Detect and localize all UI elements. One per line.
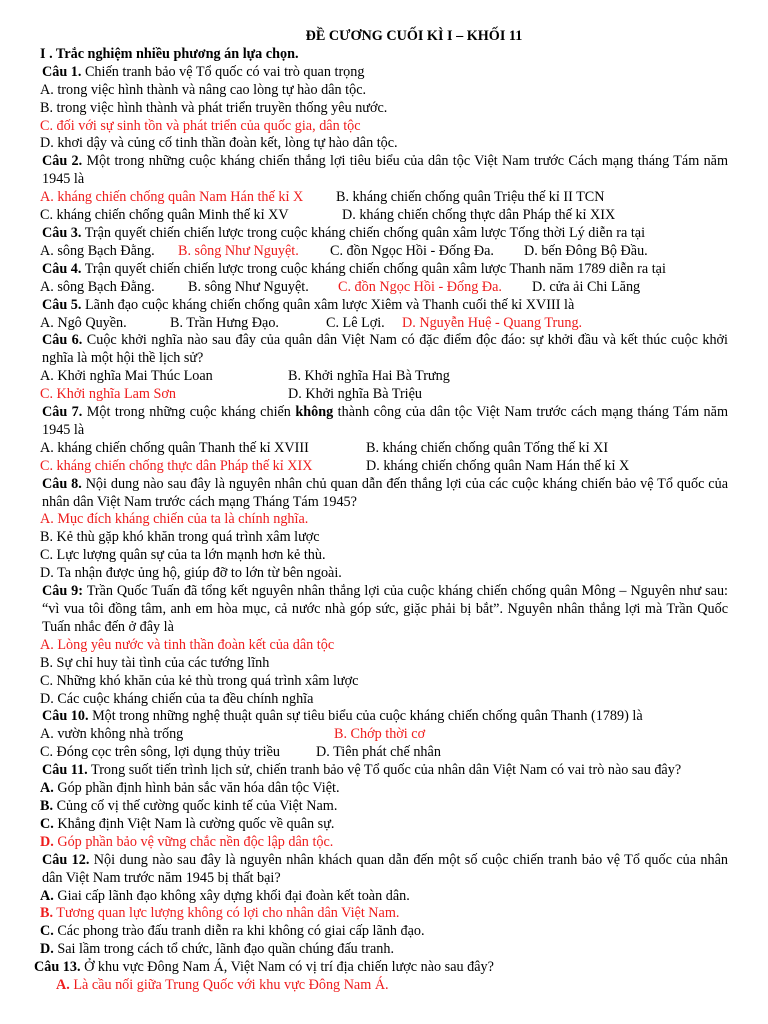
q3-options-row — [40, 243, 728, 261]
question-6 — [42, 332, 728, 368]
question-1 — [42, 64, 728, 82]
question-4 — [42, 261, 728, 279]
q9-option-b: B. Sự chỉ huy tài tình của các tướng lĩnh — [40, 654, 270, 671]
question-label: Câu 10. — [42, 708, 89, 725]
q1-option-b: B. trong việc hình thành và phát triển truyền thống yêu nước. — [40, 99, 388, 116]
question-label: Câu 3. — [42, 224, 82, 241]
option-letter: D. — [40, 941, 54, 958]
question-text: Nội dung nào sau đây là nguyên nhân chủ quan dẫn đến thắng lợi của các cuộc kháng chiến bảo vệ Tổ quốc của nhân dân Việt Nam trước cách mạng Tháng Tám 1945? — [42, 475, 728, 510]
q1-option-a: A. trong việc hình thành và nâng cao lòng tự hào dân tộc. — [40, 81, 367, 98]
q7-option-a: A. kháng chiến chống quân Thanh thế kỉ XVIII — [40, 439, 309, 456]
q12-option-c — [40, 923, 728, 941]
question-text: Trận quyết chiến chiến lược trong cuộc kháng chiến chống quân xâm lược Thanh năm 1789 diễn ra tại — [81, 260, 666, 277]
q4-option-d: D. cửa ải Chi Lăng — [532, 278, 641, 295]
q8-option-c: C. Lực lượng quân sự của ta lớn mạnh hơn kẻ thù. — [40, 547, 326, 564]
q10-option-a: A. vườn không nhà trống — [40, 726, 184, 743]
section-heading: I . Trắc nghiệm nhiều phương án lựa chọn. — [40, 45, 299, 62]
q7-options-row-1 — [40, 440, 728, 458]
q13-option-a-answer — [56, 977, 728, 995]
question-7 — [42, 404, 728, 440]
option-letter: A. — [56, 977, 70, 994]
q4-option-a: A. sông Bạch Đằng. — [40, 278, 155, 295]
question-text: Trận quyết chiến chiến lược trong cuộc kháng chiến chống quân xâm lược Tống thời Lý diễn ra tại — [81, 224, 646, 241]
question-8 — [42, 476, 728, 512]
q12-option-b-answer — [40, 905, 728, 923]
option-text: Tương quan lực lượng không có lợi cho nhân dân Việt Nam. — [53, 905, 400, 922]
option-text: Sai lầm trong cách tổ chức, lãnh đạo quần chúng đấu tranh. — [53, 941, 394, 958]
option-text: Các phong trào đấu tranh diễn ra khi không có giai cấp lãnh đạo. — [53, 923, 425, 940]
q7-option-b: B. kháng chiến chống quân Tống thế kỉ XI — [366, 439, 609, 456]
question-label: Câu 4. — [42, 260, 82, 277]
question-label: Câu 6. — [42, 332, 83, 349]
q6-options-row-2 — [40, 386, 728, 404]
question-12 — [42, 852, 728, 888]
question-text: Ở khu vực Đông Nam Á, Việt Nam có vị trí địa chiến lược nào sau đây? — [80, 959, 494, 976]
question-label: Câu 11. — [42, 762, 88, 779]
option-text: Giai cấp lãnh đạo không xây dựng khối đại đoàn kết toàn dân. — [53, 887, 410, 904]
option-letter: B. — [40, 905, 54, 922]
question-text: Chiến tranh bảo vệ Tổ quốc có vai trò quan trọng — [81, 63, 365, 80]
page-title: ĐỀ CƯƠNG CUỐI KÌ I – KHỐI 11 — [305, 28, 523, 44]
option-letter: B. — [40, 797, 54, 814]
question-label: Câu 7. — [42, 404, 83, 421]
q8-option-a-answer: A. Mục đích kháng chiến của ta là chính nghĩa. — [40, 511, 309, 528]
option-letter: A. — [40, 780, 54, 797]
q10-options-row-2 — [40, 744, 728, 762]
question-emphasis: không — [295, 404, 334, 421]
question-label: Câu 9: — [42, 583, 83, 600]
option-text: Góp phần định hình bản sắc văn hóa dân tộc Việt. — [53, 780, 340, 797]
q2-option-b: B. kháng chiến chống quân Triệu thế kỉ II TCN — [336, 189, 605, 206]
question-10 — [42, 708, 728, 726]
q1-option-d: D. khơi dậy và củng cố tinh thần đoàn kết, lòng tự hào dân tộc. — [40, 135, 398, 152]
question-text: Một trong những cuộc kháng chiến — [82, 404, 296, 421]
q2-option-d: D. kháng chiến chống thực dân Pháp thế kỉ XIX — [342, 207, 616, 224]
q3-option-c: C. đồn Ngọc Hồi - Đống Đa. — [330, 242, 494, 259]
q10-option-c: C. Đóng cọc trên sông, lợi dụng thủy triều — [40, 744, 280, 761]
q3-option-a: A. sông Bạch Đằng. — [40, 242, 155, 259]
question-5 — [42, 297, 728, 315]
q9-option-c: C. Những khó khăn của kẻ thù trong quá trình xâm lược — [40, 672, 359, 689]
question-label: Câu 2. — [42, 153, 83, 170]
q6-option-c-answer: C. Khởi nghĩa Lam Sơn — [40, 386, 176, 403]
question-label: Câu 1. — [42, 63, 82, 80]
q11-option-c — [40, 816, 728, 834]
q3-option-b-answer: B. sông Như Nguyệt. — [178, 242, 299, 259]
q9-option-a-answer: A. Lòng yêu nước và tinh thần đoàn kết của dân tộc — [40, 636, 335, 653]
q2-options-row-2 — [40, 207, 728, 225]
option-letter: C. — [40, 923, 54, 940]
q1-option-c-answer: C. đối với sự sinh tồn và phát triển của quốc gia, dân tộc — [40, 117, 361, 134]
question-text: Nội dung nào sau đây là nguyên nhân khách quan dẫn đến một số cuộc chiến tranh bảo vệ Tổ quốc của nhân dân Việt Nam trước năm 1945 bị thất bại? — [42, 851, 729, 886]
q8-option-b: B. Kẻ thù gặp khó khăn trong quá trình xâm lược — [40, 529, 320, 546]
question-9 — [42, 583, 728, 637]
option-letter: D. — [40, 833, 54, 850]
question-text: Cuộc khởi nghĩa nào sau đây của quân dân Việt Nam có đặc điểm độc đáo: sự khởi đầu và kết thúc cuộc khởi nghĩa là một hội thề lịch sử? — [42, 332, 729, 367]
q5-option-b: B. Trần Hưng Đạo. — [170, 314, 279, 331]
q12-option-d — [40, 941, 728, 959]
question-label: Câu 5. — [42, 296, 82, 313]
q7-option-d: D. kháng chiến chống quân Nam Hán thế kỉ X — [366, 457, 630, 474]
q4-option-c-answer: C. đồn Ngọc Hồi - Đống Đa. — [338, 278, 502, 295]
q2-option-a-answer: A. kháng chiến chống quân Nam Hán thế kỉ X — [40, 189, 304, 206]
q6-option-b: B. Khởi nghĩa Hai Bà Trưng — [288, 368, 450, 385]
question-11 — [42, 762, 728, 780]
q6-option-d: D. Khởi nghĩa Bà Triệu — [288, 386, 423, 403]
question-text: Trong suốt tiến trình lịch sử, chiến tranh bảo vệ Tổ quốc của nhân dân Việt Nam có vai trò nào sau đây? — [87, 762, 682, 779]
question-text: Một trong những nghệ thuật quân sự tiêu biểu của cuộc kháng chiến chống quân Thanh (1789) là — [88, 708, 643, 725]
option-text: Củng cố vị thế cường quốc kinh tế của Việt Nam. — [53, 797, 338, 814]
question-2 — [42, 153, 728, 189]
question-label: Câu 8. — [42, 475, 82, 492]
q12-option-a — [40, 888, 728, 906]
question-text: Một trong những cuộc kháng chiến thắng lợi tiêu biểu của dân tộc Việt Nam trước Cách mạng tháng Tám năm 1945 là — [42, 153, 728, 188]
question-13 — [34, 959, 728, 977]
q8-option-d: D. Ta nhận được ủng hộ, giúp đỡ to lớn từ bên ngoài. — [40, 565, 342, 582]
q4-options-row — [40, 279, 728, 297]
q10-option-d: D. Tiên phát chế nhân — [316, 744, 441, 761]
q6-options-row-1 — [40, 368, 728, 386]
q10-options-row-1 — [40, 726, 728, 744]
q11-option-a — [40, 780, 728, 798]
q11-option-d-answer — [40, 834, 728, 852]
q7-option-c-answer: C. kháng chiến chống thực dân Pháp thế kỉ XIX — [40, 457, 313, 474]
q7-options-row-2 — [40, 458, 728, 476]
q5-option-d-answer: D. Nguyễn Huệ - Quang Trung. — [402, 314, 583, 331]
q2-options-row-1 — [40, 189, 728, 207]
question-text: Lãnh đạo cuộc kháng chiến chống quân xâm lược Xiêm và Thanh cuối thế kỉ XVIII là — [81, 296, 575, 313]
q9-option-d: D. Các cuộc kháng chiến của ta đều chính nghĩa — [40, 690, 314, 707]
option-letter: C. — [40, 815, 54, 832]
q5-option-c: C. Lê Lợi. — [326, 314, 385, 331]
question-text: Trần Quốc Tuấn đã tổng kết nguyên nhân thắng lợi của cuộc kháng chiến chống quân Mông – Nguyên như sau: “vì vua tôi đồng tâm, anh em hòa mục, cả nước nhà góp sức, giặc phải bị bắt”. Nguyên nhân thắng lợi mà Trần Quốc Tuấn nhắc đến ở đây là — [42, 583, 728, 635]
q2-option-c: C. kháng chiến chống quân Minh thế kỉ XV — [40, 207, 289, 224]
q6-option-a: A. Khởi nghĩa Mai Thúc Loan — [40, 368, 213, 385]
option-text: Là cầu nối giữa Trung Quốc với khu vực Đông Nam Á. — [69, 977, 389, 994]
question-text-rest: thành công của dân tộc Việt Nam trước cách mạng tháng Tám năm 1945 là — [42, 404, 728, 438]
question-3 — [42, 225, 728, 243]
q10-option-b-answer: B. Chớp thời cơ — [334, 726, 426, 743]
question-label: Câu 12. — [42, 851, 90, 868]
q5-option-a: A. Ngô Quyền. — [40, 314, 127, 331]
q3-option-d: D. bến Đông Bộ Đầu. — [524, 242, 648, 259]
q4-option-b: B. sông Như Nguyệt. — [188, 278, 309, 295]
option-letter: A. — [40, 887, 54, 904]
question-label: Câu 13. — [34, 959, 81, 976]
option-text: Góp phần bảo vệ vững chắc nền độc lập dân tộc. — [53, 833, 334, 850]
q5-options-row — [40, 315, 728, 333]
q11-option-b — [40, 798, 728, 816]
option-text: Khẳng định Việt Nam là cường quốc về quân sự. — [53, 815, 335, 832]
